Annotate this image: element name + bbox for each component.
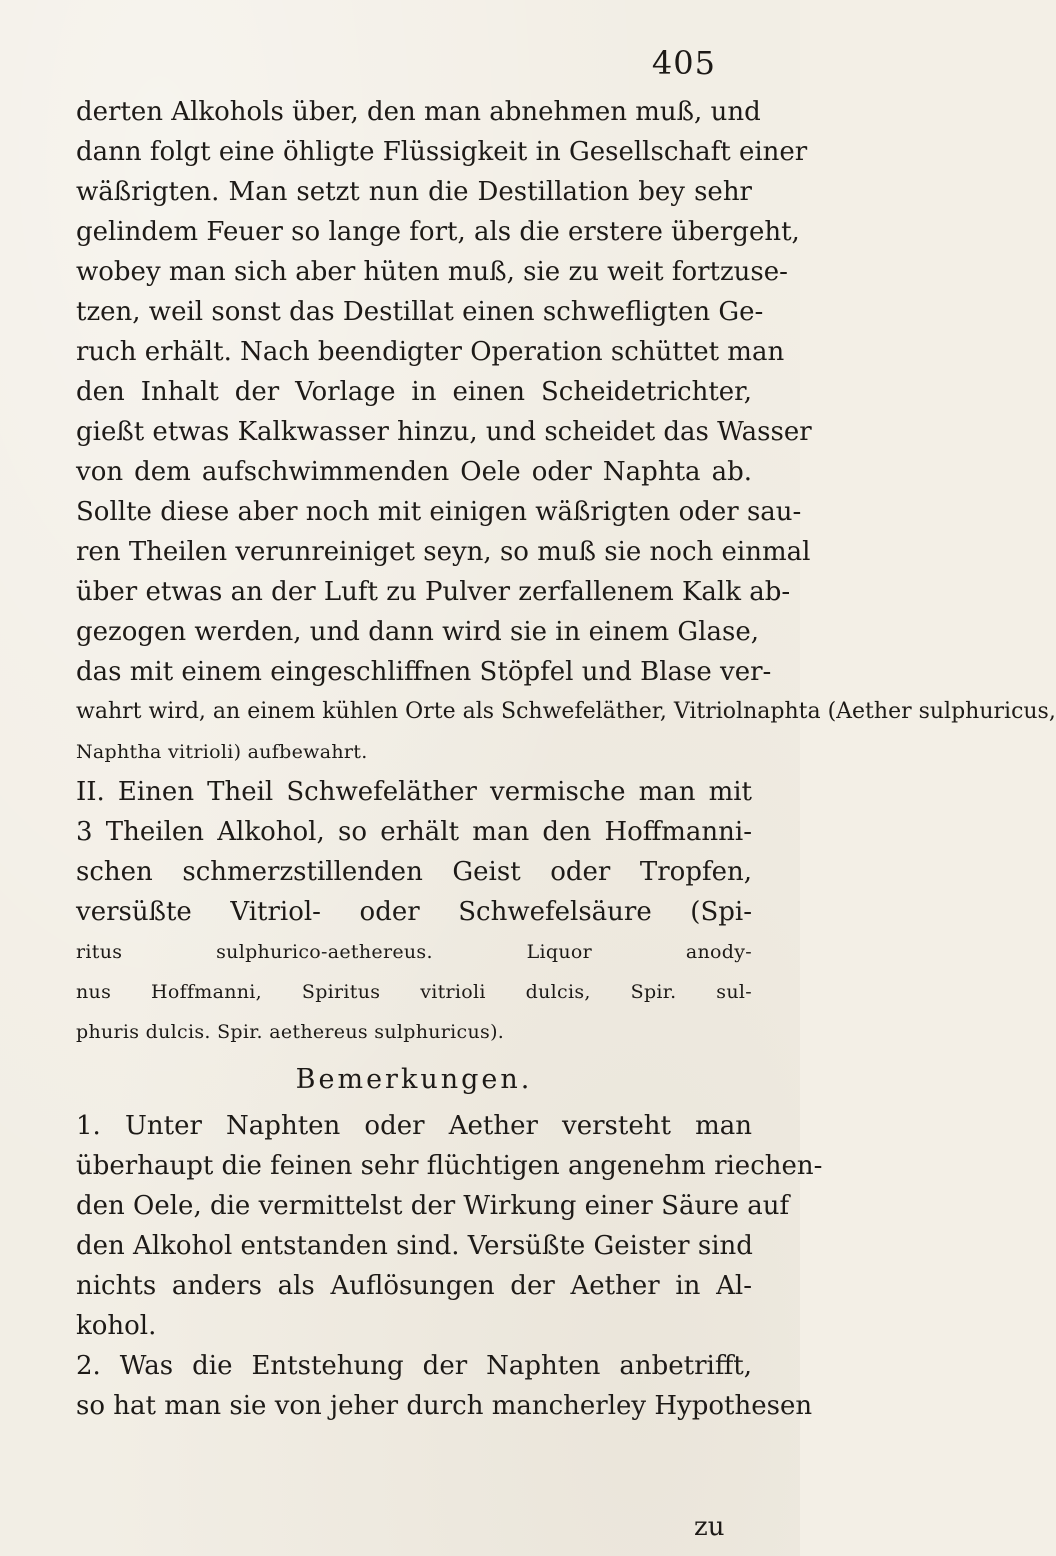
text-line: ren Theilen verunreiniget seyn, so muß sie noch einmal [76,537,811,567]
text-line: dann folgt eine öhligte Flüssigkeit in Gesellschaft einer [76,137,808,167]
text-line: wobey man sich aber hüten muß, sie zu weit fortzuse- [76,257,788,287]
text-line: wäßrigten. Man setzt nun die Destillation bey sehr [76,177,752,207]
text-line: Naphtha vitrioli) aufbewahrt. [76,741,368,763]
text-line: Sollte diese aber noch mit einigen wäßrigten oder sau- [76,497,802,527]
text-line: kohol. [76,1311,157,1341]
text-line: so hat man sie von jeher durch mancherley Hypothesen [76,1391,813,1421]
text-line: über etwas an der Luft zu Pulver zerfallenem Kalk ab- [76,577,791,607]
text-line: schen schmerzstillenden Geist oder Tropfen, [76,857,752,887]
text-line: den Alkohol entstanden sind. Versüßte Geister sind [76,1231,753,1261]
text-line: phuris dulcis. Spir. aethereus sulphuricus). [76,1021,505,1043]
main-text [76,92,1056,1426]
text-line: tzen, weil sonst das Destillat einen schwefligten Ge- [76,297,764,327]
text-line: das mit einem eingeschliffnen Stöpfel und Blase ver- [76,657,772,687]
text-line: ritus sulphurico-aethereus. Liquor anody- [76,941,752,963]
text-line: den Inhalt der Vorlage in einen Scheidetrichter, [76,377,752,407]
text-line: 1. Unter Naphten oder Aether versteht man [76,1111,752,1141]
text-line: 3 Theilen Alkohol, so erhält man den Hoffmanni- [76,817,752,847]
text-line: gießt etwas Kalkwasser hinzu, und scheidet das Wasser [76,417,812,447]
text-line: nichts anders als Auflösungen der Aether in Al- [76,1271,752,1301]
catchword: zu [694,1512,725,1542]
text-line: nus Hoffmanni, Spiritus vitrioli dulcis, Spir. sul- [76,981,752,1003]
text-line: ruch erhält. Nach beendigter Operation schüttet man [76,337,785,367]
text-line: versüßte Vitriol- oder Schwefelsäure (Spi- [76,897,752,927]
text-line: überhaupt die feinen sehr flüchtigen angenehm riechen- [76,1151,823,1181]
text-line: gelindem Feuer so lange fort, als die erstere übergeht, [76,217,800,247]
text-line: wahrt wird, an einem kühlen Orte als Schwefeläther, Vitriolnaphta (Aether sulphuricus, [76,699,1056,724]
page-number: 405 [651,44,716,82]
text-line: den Oele, die vermittelst der Wirkung einer Säure auf [76,1191,790,1221]
text-line: derten Alkohols über, den man abnehmen muß, und [76,97,761,127]
text-line: II. Einen Theil Schwefeläther vermische man mit [76,777,752,807]
text-line: 2. Was die Entstehung der Naphten anbetrifft, [76,1351,752,1381]
text-line: von dem aufschwimmenden Oele oder Naphta ab. [76,457,752,487]
section-heading: Bemerkungen. [295,1064,533,1095]
text-line: gezogen werden, und dann wird sie in einem Glase, [76,617,759,647]
